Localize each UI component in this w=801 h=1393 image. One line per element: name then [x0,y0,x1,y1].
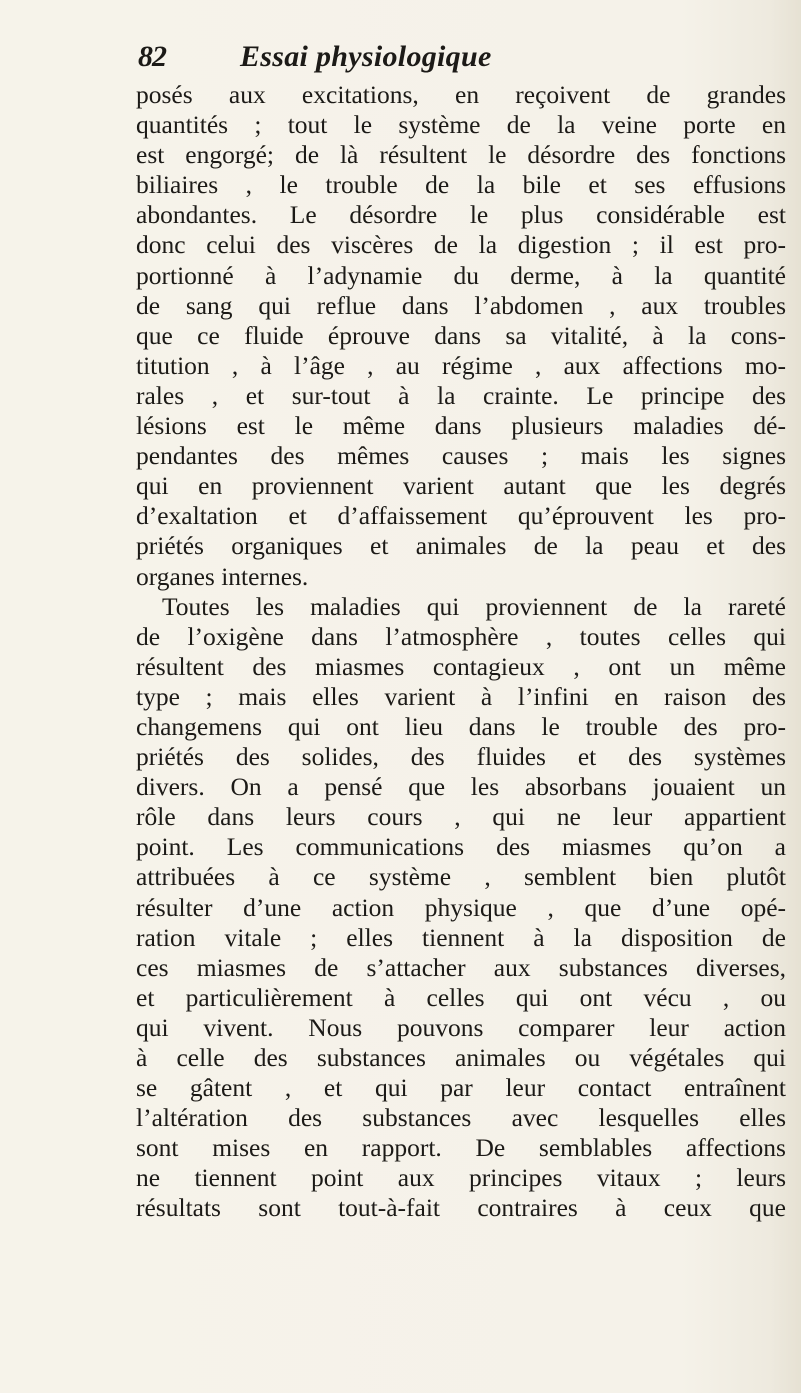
text-line: titution , à l’âge , au régime , aux affections mo- [136,350,786,380]
text-line: qui vivent. Nous pouvons comparer leur action [136,1012,786,1042]
text-line: rôle dans leurs cours , qui ne leur appartient [136,802,786,832]
text-line: lésions est le même dans plusieurs maladies dé- [136,411,786,441]
text-line: changemens qui ont lieu dans le trouble des pro- [136,711,786,741]
text-line: l’altération des substances avec lesquelles elles [136,1103,786,1133]
text-line: type ; mais elles varient à l’infini en raison des [136,681,786,711]
page-header [138,40,778,82]
text-line: d’exaltation et d’affaissement qu’éprouvent les pro- [136,501,786,531]
text-line: posés aux excitations, en reçoivent de grandes [136,80,786,109]
text-line: quantités ; tout le système de la veine porte en [136,110,786,140]
text-line: priétés des solides, des fluides et des systèmes [136,742,786,772]
running-title: Essai physiologique [240,40,492,73]
body-text [136,80,786,1224]
paragraph-end-line: organes internes. [136,561,309,591]
text-line: qui en proviennent varient autant que les degrés [136,471,786,501]
text-line: divers. On a pensé que les absorbans jouaient un [136,772,786,802]
paragraph-start-line: Toutes les maladies qui proviennent de la rareté [162,591,786,621]
text-line: ration vitale ; elles tiennent à la disposition de [136,922,786,952]
text-line: ne tiennent point aux principes vitaux ; leurs [136,1163,786,1193]
text-line: pendantes des mêmes causes ; mais les signes [136,441,786,471]
text-line: biliaires , le trouble de la bile et ses effusions [136,170,786,200]
text-line: priétés organiques et animales de la peau et des [136,531,786,561]
text-line: attribuées à ce système , semblent bien plutôt [136,862,786,892]
text-line: résultats sont tout-à-fait contraires à ceux que [136,1193,786,1223]
text-line: et particulièrement à celles qui ont vécu , ou [136,982,786,1012]
text-line: de l’oxigène dans l’atmosphère , toutes celles qui [136,621,786,651]
text-line: ces miasmes de s’attacher aux substances diverses, [136,952,786,982]
text-line: rales , et sur-tout à la crainte. Le principe des [136,380,786,410]
text-line: à celle des substances animales ou végétales qui [136,1043,786,1072]
text-line: sont mises en rapport. De semblables affections [136,1133,786,1163]
text-line: est engorgé; de là résultent le désordre des fonctions [136,140,786,170]
text-line: de sang qui reflue dans l’abdomen , aux troubles [136,290,786,320]
text-line: donc celui des viscères de la digestion ; il est pro- [136,230,786,260]
text-line: résulter d’une action physique , que d’une opé- [136,892,786,922]
text-line: se gâtent , et qui par leur contact entraînent [136,1073,786,1103]
text-line: point. Les communications des miasmes qu’on a [136,832,786,862]
text-line: résultent des miasmes contagieux , ont un même [136,651,786,681]
text-line: que ce fluide éprouve dans sa vitalité, à la cons- [136,320,786,350]
text-line: abondantes. Le désordre le plus considérable est [136,200,786,230]
page-number: 82 [138,40,166,73]
text-line: portionné à l’adynamie du derme, à la quantité [136,260,786,290]
